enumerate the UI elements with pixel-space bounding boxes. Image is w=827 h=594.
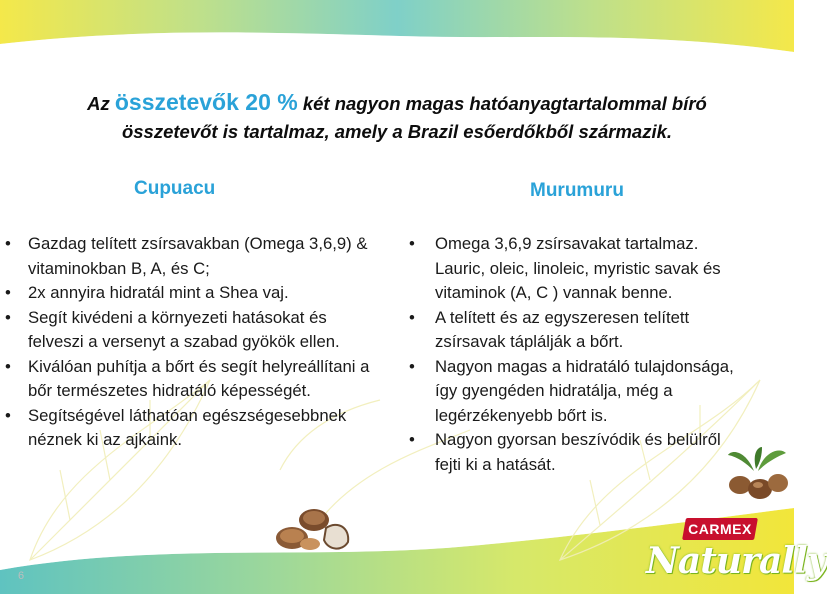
murumuru-bullet-list	[408, 232, 748, 477]
cupuacu-seeds-image	[270, 498, 354, 556]
headline-line2: összetevőt is tartalmaz, amely a Brazil esőerdőkből származik.	[121, 121, 673, 142]
list-item: • Kiválóan puhítja a bőrt és segít helyreállítani a bőr természetes hidratáló képességét.	[4, 355, 376, 404]
list-item: • A telített és az egyszeresen telített zsírsavak táplálják a bőrt.	[408, 306, 748, 355]
cupuacu-title: Cupuacu	[134, 178, 216, 199]
headline	[20, 88, 774, 146]
list-item: • 2x annyira hidratál mint a Shea vaj.	[4, 281, 376, 306]
headline-line1: két nagyon magas hatóanyagtartalommal bíró	[302, 93, 707, 114]
list-item: • Gazdag telített zsírsavakban (Omega 3,6,9) & vitaminokban B, A, és C;	[4, 232, 376, 281]
murumuru-title: Murumuru	[530, 180, 624, 201]
headline-prefix: Az	[87, 93, 110, 114]
brand-tagline: Naturally	[646, 540, 827, 582]
top-wave-banner	[0, 0, 794, 60]
carmex-naturally-logo	[640, 512, 827, 592]
list-item: • Segítségével láthatóan egészségesebbnek néznek ki az ajkaink.	[4, 404, 376, 453]
page-number: 6	[18, 570, 25, 582]
list-item: • Nagyon gyorsan beszívódik és belülről fejti ki a hatását.	[408, 428, 748, 477]
headline-accent: összetevők 20 %	[114, 89, 298, 115]
murumuru-seeds-image	[724, 445, 792, 503]
list-item: • Segít kivédeni a környezeti hatásokat és felveszi a versenyt a szabad gyökök ellen.	[4, 306, 376, 355]
brand-name: CARMEX	[688, 521, 752, 537]
list-item: • Nagyon magas a hidratáló tulajdonsága, így gyengéden hidratálja, még a legérzékenyebb bőrt is.	[408, 355, 748, 429]
list-item: • Omega 3,6,9 zsírsavakat tartalmaz. Lauric, oleic, linoleic, myristic savak és vitaminok (A, C ) vannak benne.	[408, 232, 748, 306]
cupuacu-bullet-list	[4, 232, 376, 453]
